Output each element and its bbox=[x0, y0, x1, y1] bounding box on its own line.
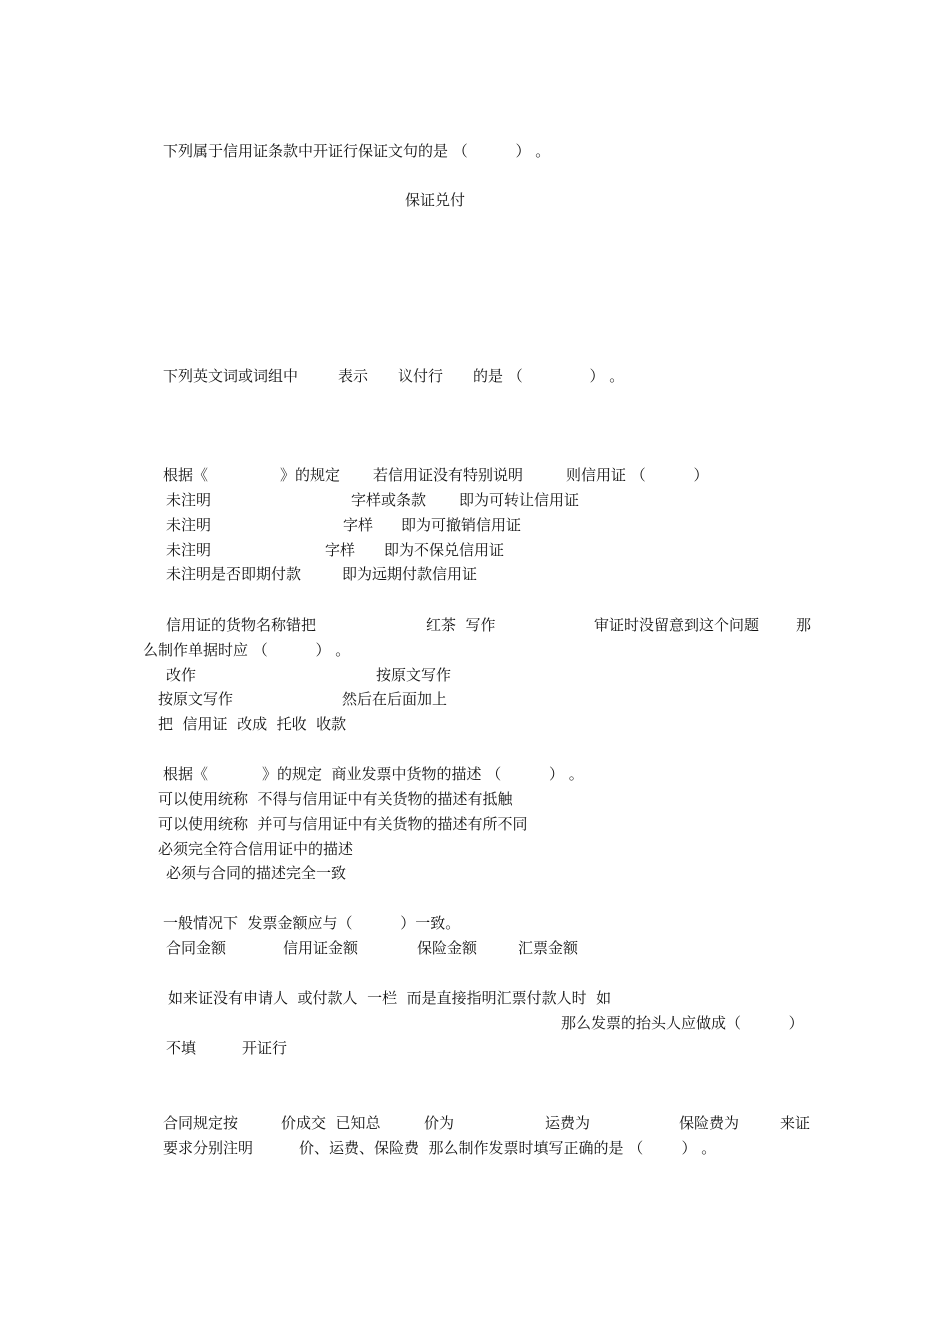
q2-stem-part-3: 议付行 bbox=[398, 367, 444, 385]
q3-stem-part-4: 则信用证 （ ） bbox=[566, 466, 709, 484]
q8-stem-line-2-part-2: 价、运费、保险费 那么制作发票时填写正确的是 （ ） 。 bbox=[299, 1139, 717, 1157]
q8-stem-part-5: 保险费为 bbox=[679, 1114, 740, 1132]
q4-option-b-1: 按原文写作 bbox=[158, 690, 234, 708]
q7-stem-line-2: 那么发票的抬头人应做成（ ） bbox=[561, 1014, 804, 1032]
q3-stem-part-3: 若信用证没有特别说明 bbox=[373, 466, 524, 484]
q6-option-b: 信用证金额 bbox=[283, 939, 359, 957]
q4-option-c: 把 信用证 改成 托收 收款 bbox=[158, 715, 347, 733]
q5-option-a: 可以使用统称 不得与信用证中有关货物的描述有抵触 bbox=[158, 790, 513, 808]
q3-option-d-1: 未注明是否即期付款 bbox=[166, 565, 302, 583]
q5-option-d: 必须与合同的描述完全一致 bbox=[166, 864, 347, 882]
q4-option-a-1: 改作 bbox=[166, 666, 197, 684]
q5-stem-part-2: 》的规定 商业发票中货物的描述 （ ） 。 bbox=[262, 765, 584, 783]
q1-stem: 下列属于信用证条款中开证行保证文句的是 （ ） 。 bbox=[163, 142, 551, 160]
q6-option-c: 保险金额 bbox=[417, 939, 478, 957]
q4-stem-part-2: 红茶 写作 bbox=[426, 616, 496, 634]
q3-stem-part-2: 》的规定 bbox=[280, 466, 341, 484]
q5-option-c: 必须完全符合信用证中的描述 bbox=[158, 840, 354, 858]
q6-option-a: 合同金额 bbox=[166, 939, 227, 957]
q5-option-b: 可以使用统称 并可与信用证中有关货物的描述有所不同 bbox=[158, 815, 528, 833]
q3-stem-part-1: 根据《 bbox=[163, 466, 209, 484]
q2-stem-part-2: 表示 bbox=[338, 367, 369, 385]
q7-stem-line-1: 如来证没有申请人 或付款人 一栏 而是直接指明汇票付款人时 如 bbox=[168, 989, 612, 1007]
q3-option-d-2: 即为远期付款信用证 bbox=[342, 565, 478, 583]
q2-stem-part-1: 下列英文词或词组中 bbox=[163, 367, 299, 385]
q3-option-c-2: 字样 bbox=[325, 541, 356, 559]
q4-stem-part-1: 信用证的货物名称错把 bbox=[166, 616, 317, 634]
q3-option-a-2: 字样或条款 bbox=[351, 491, 427, 509]
q7-option-b: 开证行 bbox=[242, 1039, 288, 1057]
q8-stem-line-2-part-1: 要求分别注明 bbox=[163, 1139, 254, 1157]
q8-stem-part-3: 价为 bbox=[424, 1114, 455, 1132]
q1-option-text: 保证兑付 bbox=[405, 191, 466, 209]
q4-stem-line-2: 么制作单据时应 （ ） 。 bbox=[143, 641, 351, 659]
q6-stem: 一般情况下 发票金额应与（ ）一致。 bbox=[163, 914, 461, 932]
q3-option-c-1: 未注明 bbox=[166, 541, 212, 559]
q3-option-a-1: 未注明 bbox=[166, 491, 212, 509]
q4-option-b-2: 然后在后面加上 bbox=[342, 690, 448, 708]
q8-stem-part-2: 价成交 已知总 bbox=[281, 1114, 381, 1132]
q8-stem-part-1: 合同规定按 bbox=[163, 1114, 239, 1132]
q3-option-b-1: 未注明 bbox=[166, 516, 212, 534]
q7-option-a: 不填 bbox=[166, 1039, 197, 1057]
q8-stem-part-4: 运费为 bbox=[545, 1114, 591, 1132]
q3-option-b-2: 字样 bbox=[343, 516, 374, 534]
q8-stem-part-6: 来证 bbox=[780, 1114, 811, 1132]
q3-option-b-3: 即为可撤销信用证 bbox=[401, 516, 522, 534]
q3-option-a-3: 即为可转让信用证 bbox=[459, 491, 580, 509]
q2-stem-part-4: 的是 （ ） 。 bbox=[473, 367, 625, 385]
q4-option-a-2: 按原文写作 bbox=[376, 666, 452, 684]
q4-stem-part-4: 那 bbox=[796, 616, 812, 634]
q4-stem-part-3: 审证时没留意到这个问题 bbox=[594, 616, 760, 634]
q3-option-c-3: 即为不保兑信用证 bbox=[384, 541, 505, 559]
q6-option-d: 汇票金额 bbox=[518, 939, 579, 957]
q5-stem-part-1: 根据《 bbox=[163, 765, 209, 783]
